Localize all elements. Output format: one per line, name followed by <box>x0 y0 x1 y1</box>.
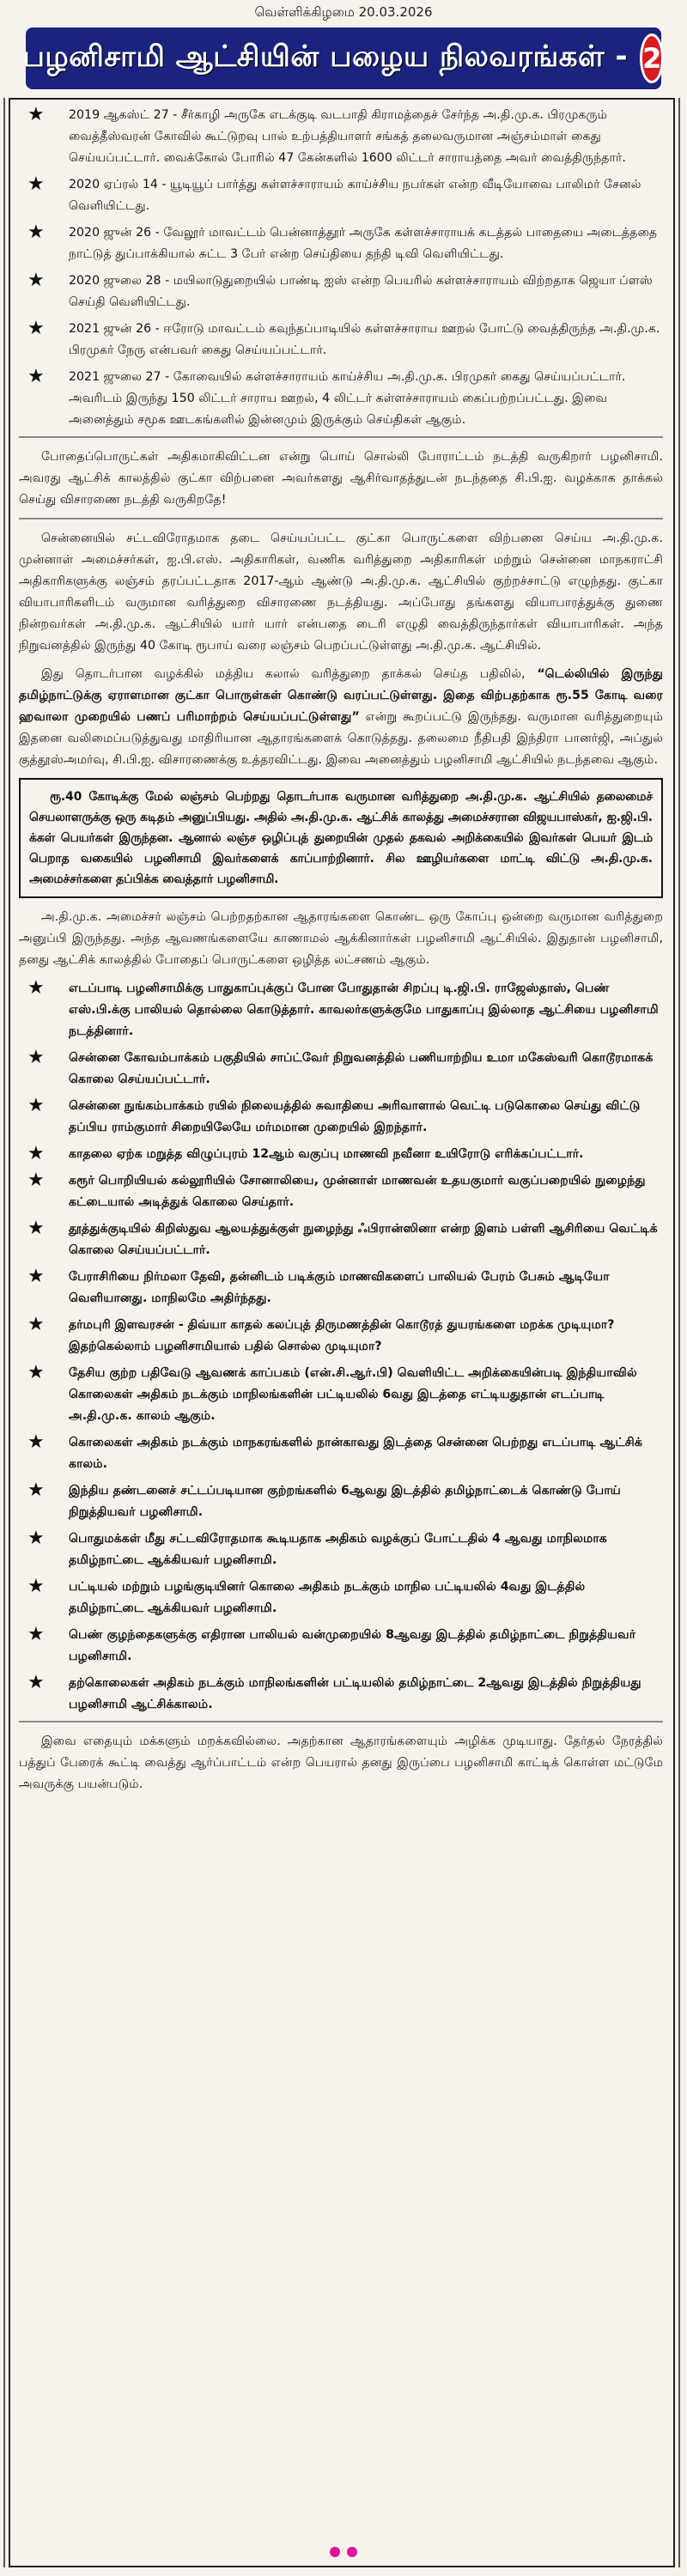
list-item: ★ கரூர் பொறியியல் கல்லூரியில் சோனாலியை, முன்னாள் மாணவன் உதயகுமார் வகுப்பறையில் நுழைந்து கட்டையால் அடித்துக் கொலை செய்தார். <box>27 1170 646 1209</box>
list-item: ★ தேசிய குற்ற பதிவேடு ஆவணக் காப்பகம் (என்.சி.ஆர்.பி) வெளியிட்ட அறிக்கையின்படி இந்தியாவில் கொலைகள் அதிகம் நடக்கும் மாநிலங்களின் பட்டியலில் 6வது இடத்தை எட்டியதுதான் எடப்பாடி அ.தி.மு.க. காலம் ஆகும். <box>27 1362 637 1423</box>
article-body <box>19 105 663 1802</box>
list-item: ★ எடப்பாடி பழனிசாமிக்கு பாதுகாப்புக்குப் போன போதுதான் சிறப்பு டி.ஜி.பி. ராஜேஸ்தாஸ், பெண் எஸ்.பி.க்கு பாலியல் தொல்லை கொடுத்தார். காவலர்களுக்குமே பாதுகாப்பு இல்லாத ஆட்சியை பழனிசாமி நடத்தினார். <box>27 977 659 1038</box>
list-item: ★ பட்டியல் மற்றும் பழங்குடியினர் கொலை அதிகம் நடக்கும் மாநில பட்டியலில் 4வது இடத்தில் தமிழ்நாட்டை ஆக்கியவர் பழனிசாமி. <box>27 1576 586 1615</box>
star-icon: ★ <box>27 173 45 195</box>
headline-text: பழனிசாமி ஆட்சியின் பழைய நிலவரங்கள் - <box>22 39 629 74</box>
list-item: ★ கொலைகள் அதிகம் நடக்கும் மாநகரங்களில் நான்காவது இடத்தை சென்னை பெற்றது எடப்பாடி ஆட்சிக் காலம். <box>27 1431 642 1471</box>
end-mark <box>325 2547 362 2559</box>
list-item: ★ பெண் குழந்தைகளுக்கு எதிரான பாலியல் வன்முறையில் 8ஆவது இடத்தில் தமிழ்நாட்டை நிறுத்தியவர் பழனிசாமி. <box>27 1624 636 1663</box>
timeline-list <box>19 105 663 431</box>
star-icon: ★ <box>27 1576 45 1597</box>
list-item: ★ தர்மபுரி இளவரசன் - திவ்யா காதல் கலப்புத் திருமணத்தின் கொடூரத் துயரங்களை மறக்க முடியுமா? இதற்கெல்லாம் பழனிசாமியால் பதில் சொல்ல முடியுமா? <box>27 1314 615 1353</box>
star-icon: ★ <box>27 104 45 125</box>
paragraph-conclusion: இவை எதையும் மக்களும் மறக்கவில்லை. அதற்கான ஆதாரங்களையும் அழிக்க முடியாது. தேர்தல் நேரத்தில் பத்துப் பேரைக் கூட்டி வைத்து ஆர்ப்பாட்டம் என்ற பெயரால் தனது இருப்பை பழனிசாமி காட்டிக் கொள்ள மட்டுமே அவருக்கு பயன்படும். <box>19 1735 663 1791</box>
paragraph-gutka-intro: போதைப்பொருட்கள் அதிகமாகிவிட்டன என்று பொய் சொல்லி போராட்டம் நடத்தி வருகிறார் பழனிசாமி. அவரது ஆட்சிக் காலத்தில் குட்கா விற்பனை அவர்களது ஆசிர்வாதத்துடன் நடந்ததை சி.பி.ஐ. வழக்காக தாக்கல் செய்து விசாரணை நடத்தி வருகிறதே! <box>19 450 663 507</box>
crime-list <box>19 978 663 1716</box>
star-icon: ★ <box>27 222 45 243</box>
star-icon: ★ <box>27 1218 45 1239</box>
paragraph-evidence: அ.தி.மு.க. அமைச்சர் லஞ்சம் பெற்றதற்கான ஆதாரங்களை கொண்ட ஒரு கோப்பு ஒன்றை வருமான வரித்துறை அனுப்பி இருந்தது. அந்த ஆவணங்களையே காணாமல் ஆக்கினார்கள் பழனிசாமி ஆட்சியில். இதுதான் பழனிசாமி, தனது ஆட்சிக் காலத்தில் போதைப் பொருட்களை ஒழித்த லட்சணம் ஆகும். <box>19 910 663 967</box>
end-dot-icon <box>330 2547 340 2557</box>
list-item: ★ சென்னை கோவம்பாக்கம் பகுதியில் சாப்ட்வேர் நிறுவனத்தில் பணியாற்றிய உமா மகேஸ்வரி கொடூரமாகக் கொலை செய்யப்பட்டார். <box>27 1047 654 1086</box>
star-icon: ★ <box>27 1314 45 1335</box>
star-icon: ★ <box>27 1479 45 1501</box>
paragraph-excise-reply: இது தொடர்பான வழக்கில் மத்திய கலால் வரித்துறை தாக்கல் செய்த பதிலில், “டெல்லியில் இருந்து தமிழ்நாட்டுக்கு ஏராளமான குட்கா பொருள்கள் கொண்டு வரப்பட்டுள்ளது. இதை விற்பதற்காக ரூ.55 கோடி வரை ஹவாலா முறையில் பணப் பரிமாற்றம் செய்யப்பட்டுள்ளது” என்று கூறப்பட்டு இருந்தது. வருமான வரித்துறையும் இதனை வலிமைப்படுத்துவது மாதிரியான ஆதாரங்களைக் கொடுத்தது. தலைமை நீதிபதி இந்திரா பானர்ஜி, அப்துல் குத்தூஸ்அமர்வு, சி.பி.ஐ. விசாரணைக்கு உத்தரவிட்டது. இவை அனைத்தும் பழனிசாமி ஆட்சியில் நடந்தவை ஆகும். <box>19 667 663 767</box>
star-icon: ★ <box>27 1528 45 1549</box>
star-icon: ★ <box>27 366 45 387</box>
list-item: ★ 2020 ஜுன் 26 - வேலூர் மாவட்டம் பென்னாத்தூர் அருகே கள்ளச்சாராயக் கடத்தல் பாதையை அடைத்ததை நாட்டுத் துப்பாக்கியால் சுட்ட 3 பேர் என்ற செய்தியை தந்தி டிவி வெளியிட்டது. <box>27 222 658 261</box>
star-icon: ★ <box>27 1624 45 1645</box>
issue-date: வெள்ளிக்கிழமை 20.03.2026 <box>254 4 433 20</box>
list-item: ★ தூத்துக்குடியில் கிறிஸ்துவ ஆலயத்துக்குள் நுழைந்து ஃபிரான்ஸினா என்ற இளம் பள்ளி ஆசிரியை வெட்டிக் கொலை செய்யப்பட்டார். <box>27 1218 658 1257</box>
star-icon: ★ <box>27 1266 45 1287</box>
list-item: ★ 2020 ஏப்ரல் 14 - யூடியூப் பார்த்து கள்ளச்சாராயம் காய்ச்சிய நபர்கள் என்ற வீடியோவை பாலிமர் சேனல் வெளியிட்டது. <box>27 173 641 213</box>
boxed-paragraph: ரூ.40 கோடிக்கு மேல் லஞ்சம் பெற்றது தொடர்பாக வருமான வரித்துறை அ.தி.மு.க. ஆட்சியில் தலைமைச் செயலாளருக்கு ஒரு கடிதம் அனுப்பியது. அதில் அ.தி.மு.க. ஆட்சிக் காலத்து அமைச்சரான விஜயபாஸ்கர், ஐ.ஜி.பி. க்கள் பெயர்கள் இருந்தன. ஆனால் லஞ்ச ஒழிப்புத் துறையின் முதல் தகவல் அறிக்கையில் இவர்கள் பெயர் இடம் பெறாத வகையில் பழனிசாமி இவர்களைக் காப்பாற்றினார். சில ஊழியர்களை மாட்டி விட்டு அ.தி.மு.க. அமைச்சர்களை தப்பிக்க வைத்தார் பழனிசாமி. <box>19 778 663 898</box>
quoted-statement: “டெல்லியில் இருந்து தமிழ்நாட்டுக்கு ஏராளமான குட்கா பொருள்கள் கொண்டு வரப்பட்டுள்ளது. இதை விற்பதற்காக ரூ.55 கோடி வரை ஹவாலா முறையில் பணப் பரிமாற்றம் செய்யப்பட்டுள்ளது” <box>19 667 663 724</box>
list-item: ★ காதலை ஏற்க மறுத்த விழுப்புரம் 12ஆம் வகுப்பு மாணவி நவீனா உயிரோடு எரிக்கப்பட்டார். <box>27 1143 584 1164</box>
star-icon: ★ <box>27 270 45 291</box>
divider <box>19 518 663 519</box>
paragraph-gutka-bribe: சென்னையில் சட்டவிரோதமாக தடை செய்யப்பட்ட குட்கா பொருட்களை விற்பனை செய்ய அ.தி.மு.க. முன்னாள் அமைச்சர்கள், ஐ.பி.எஸ். அதிகாரிகள், வணிக வரித்துறை அதிகாரிகள் மற்றும் சென்னை மாநகராட்சி அதிகாரிகளுக்கு லஞ்சம் தரப்பட்டதாக 2017-ஆம் ஆண்டு அ.தி.மு.க. ஆட்சியில் குற்றச்சாட்டு எழுந்தது. குட்கா வியாபாரிகளிடம் வருமான வரித்துறை விசாரணை நடத்தியது. அப்போது தங்களது வியாபாரத்துக்கு துணை நின்றவர்கள் அ.தி.மு.க. ஆட்சியில் யார் யார் என்பதை டைரி எழுதி வைத்திருந்தார்கள் வியாபாரிகள். அந்த நிறுவனத்தில் இருந்து 40 கோடி ரூபாய் வரை லஞ்சம் பெறப்பட்டுள்ளது அ.தி.மு.க. ஆட்சியில். <box>19 532 663 653</box>
star-icon: ★ <box>27 1362 45 1383</box>
list-item: ★ 2020 ஜுலை 28 - மயிலாடுதுறையில் பாண்டி ஐஸ் என்ற பெயரில் கள்ளச்சாராயம் விற்றதாக ஜெயா ப்ளஸ் செய்தி வெளியிட்டது. <box>27 270 653 309</box>
divider <box>19 1721 663 1722</box>
end-dot-icon <box>347 2547 357 2557</box>
star-icon: ★ <box>27 1095 45 1116</box>
star-icon: ★ <box>27 1047 45 1068</box>
star-icon: ★ <box>27 318 45 339</box>
list-item: ★ 2021 ஜுன் 26 - ஈரோடு மாவட்டம் கவுந்தப்பாடியில் கள்ளச்சாராய ஊறல் போட்டு வைத்திருந்த அ.தி.மு.க. பிரமுகர் நேரு என்பவர் கைது செய்யப்பட்டார். <box>27 318 660 357</box>
star-icon: ★ <box>27 1431 45 1453</box>
star-icon: ★ <box>27 1170 45 1191</box>
list-item: ★ 2019 ஆகஸ்ட் 27 - சீர்காழி அருகே எடக்குடி வடபாதி கிராமத்தைச் சேர்ந்த அ.தி.மு.க. பிரமுகரும் வைத்தீஸ்வரன் கோவில் கூட்டுறவு பால் உற்பத்தியாளர் சங்கத் தலைவருமான அஞ்சம்மாள் கைது செய்யப்பட்டார். வைக்கோல் போரில் 47 கேன்களில் 1600 லிட்டர் சாராயத்தை அவர் வைத்திருந்தார். <box>27 104 626 165</box>
list-item: ★ பேராசிரியை நிர்மலா தேவி, தன்னிடம் படிக்கும் மாணவிகளைப் பாலியல் பேரம் பேசும் ஆடியோ வெளியானது. மாநிலமே அதிர்ந்தது. <box>27 1266 610 1305</box>
list-item: ★ தற்கொலைகள் அதிகம் நடக்கும் மாநிலங்களின் பட்டியலில் தமிழ்நாட்டை 2ஆவது இடத்தில் நிறுத்தியது பழனிசாமி ஆட்சிக்காலம். <box>27 1672 641 1711</box>
star-icon: ★ <box>27 977 45 999</box>
left-rule <box>3 98 5 2567</box>
headline-part-number: 2 <box>640 33 664 83</box>
list-item: ★ சென்னை நுங்கம்பாக்கம் ரயில் நிலையத்தில் சுவாதியை அரிவாளால் வெட்டி படுகொலை செய்து விட்டு தப்பிய ராம்குமார் சிறையிலேயே மர்மமான முறையில் இறந்தார். <box>27 1095 641 1134</box>
star-icon: ★ <box>27 1143 45 1164</box>
list-item: ★ இந்திய தண்டனைச் சட்டப்படியான குற்றங்களில் 6ஆவது இடத்தில் தமிழ்நாட்டைக் கொண்டு போய் நிறுத்தியவர் பழனிசாமி. <box>27 1479 621 1519</box>
star-icon: ★ <box>27 1672 45 1693</box>
list-item: ★ பொதுமக்கள் மீது சட்டவிரோதமாக கூடியதாக அதிகம் வழக்குப் போட்டதில் 4 ஆவது மாநிலமாக தமிழ்நாட்டை ஆக்கியவர் பழனிசாமி. <box>27 1528 607 1567</box>
right-rule <box>678 98 680 2567</box>
divider <box>19 436 663 438</box>
headline-banner <box>22 27 662 89</box>
list-item: ★ 2021 ஜுலை 27 - கோவையில் கள்ளச்சாராயம் காய்ச்சிய அ.தி.மு.க. பிரமுகர் கைது செய்யப்பட்டார். அவரிடம் இருந்து 150 லிட்டர் சாராய ஊறல், 4 லிட்டர் கள்ளச்சாராயம் கைப்பற்றப்பட்டது. இவை அனைத்தும் சமூக ஊடகங்களில் இன்னமும் இருக்கும் செய்திகள் ஆகும். <box>27 366 626 427</box>
